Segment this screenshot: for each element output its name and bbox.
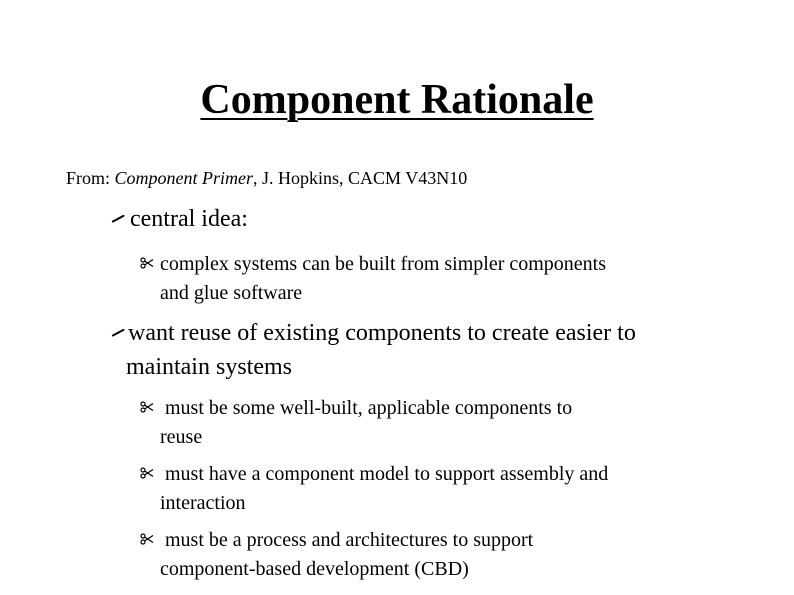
scissors-bullet-icon [140,256,154,270]
bullet-line1: want reuse of existing components to create easier to [128,320,636,346]
sub-bullet-line2: component-based development (CBD) [160,558,469,580]
sub-bullet-process-architectures [140,526,533,584]
dash-bullet-icon [112,215,125,223]
source-prefix: From: [66,168,115,188]
source-suffix: , J. Hopkins, CACM V43N10 [253,168,468,188]
sub-bullet-well-built [140,394,572,452]
source-work-title: Component Primer [114,168,254,188]
sub-bullet-line1: must be a process and architectures to support [160,529,534,551]
sub-bullet-line2: interaction [160,492,246,514]
sub-bullet-line1: complex systems can be built from simpler components [160,253,607,275]
bullet-text: central idea: [130,206,248,232]
bullet-line2: maintain systems [126,354,292,380]
sub-bullet-line1: must have a component model to support assembly and [160,463,609,485]
bullet-central-idea [112,202,248,236]
slide-title: Component Rationale [200,77,594,123]
bullet-want-reuse [112,316,636,384]
scissors-bullet-icon [140,466,154,480]
sub-bullet-line2: reuse [160,426,203,448]
scissors-bullet-icon [140,400,154,414]
sub-bullet-line1: must be some well-built, applicable components to [160,397,573,419]
sub-bullet-component-model [140,460,608,518]
sub-bullet-line2: and glue software [160,282,303,304]
dash-bullet-icon [112,329,125,337]
sub-bullet-complex-systems [140,250,606,308]
source-citation [66,168,467,189]
scissors-bullet-icon [140,532,154,546]
